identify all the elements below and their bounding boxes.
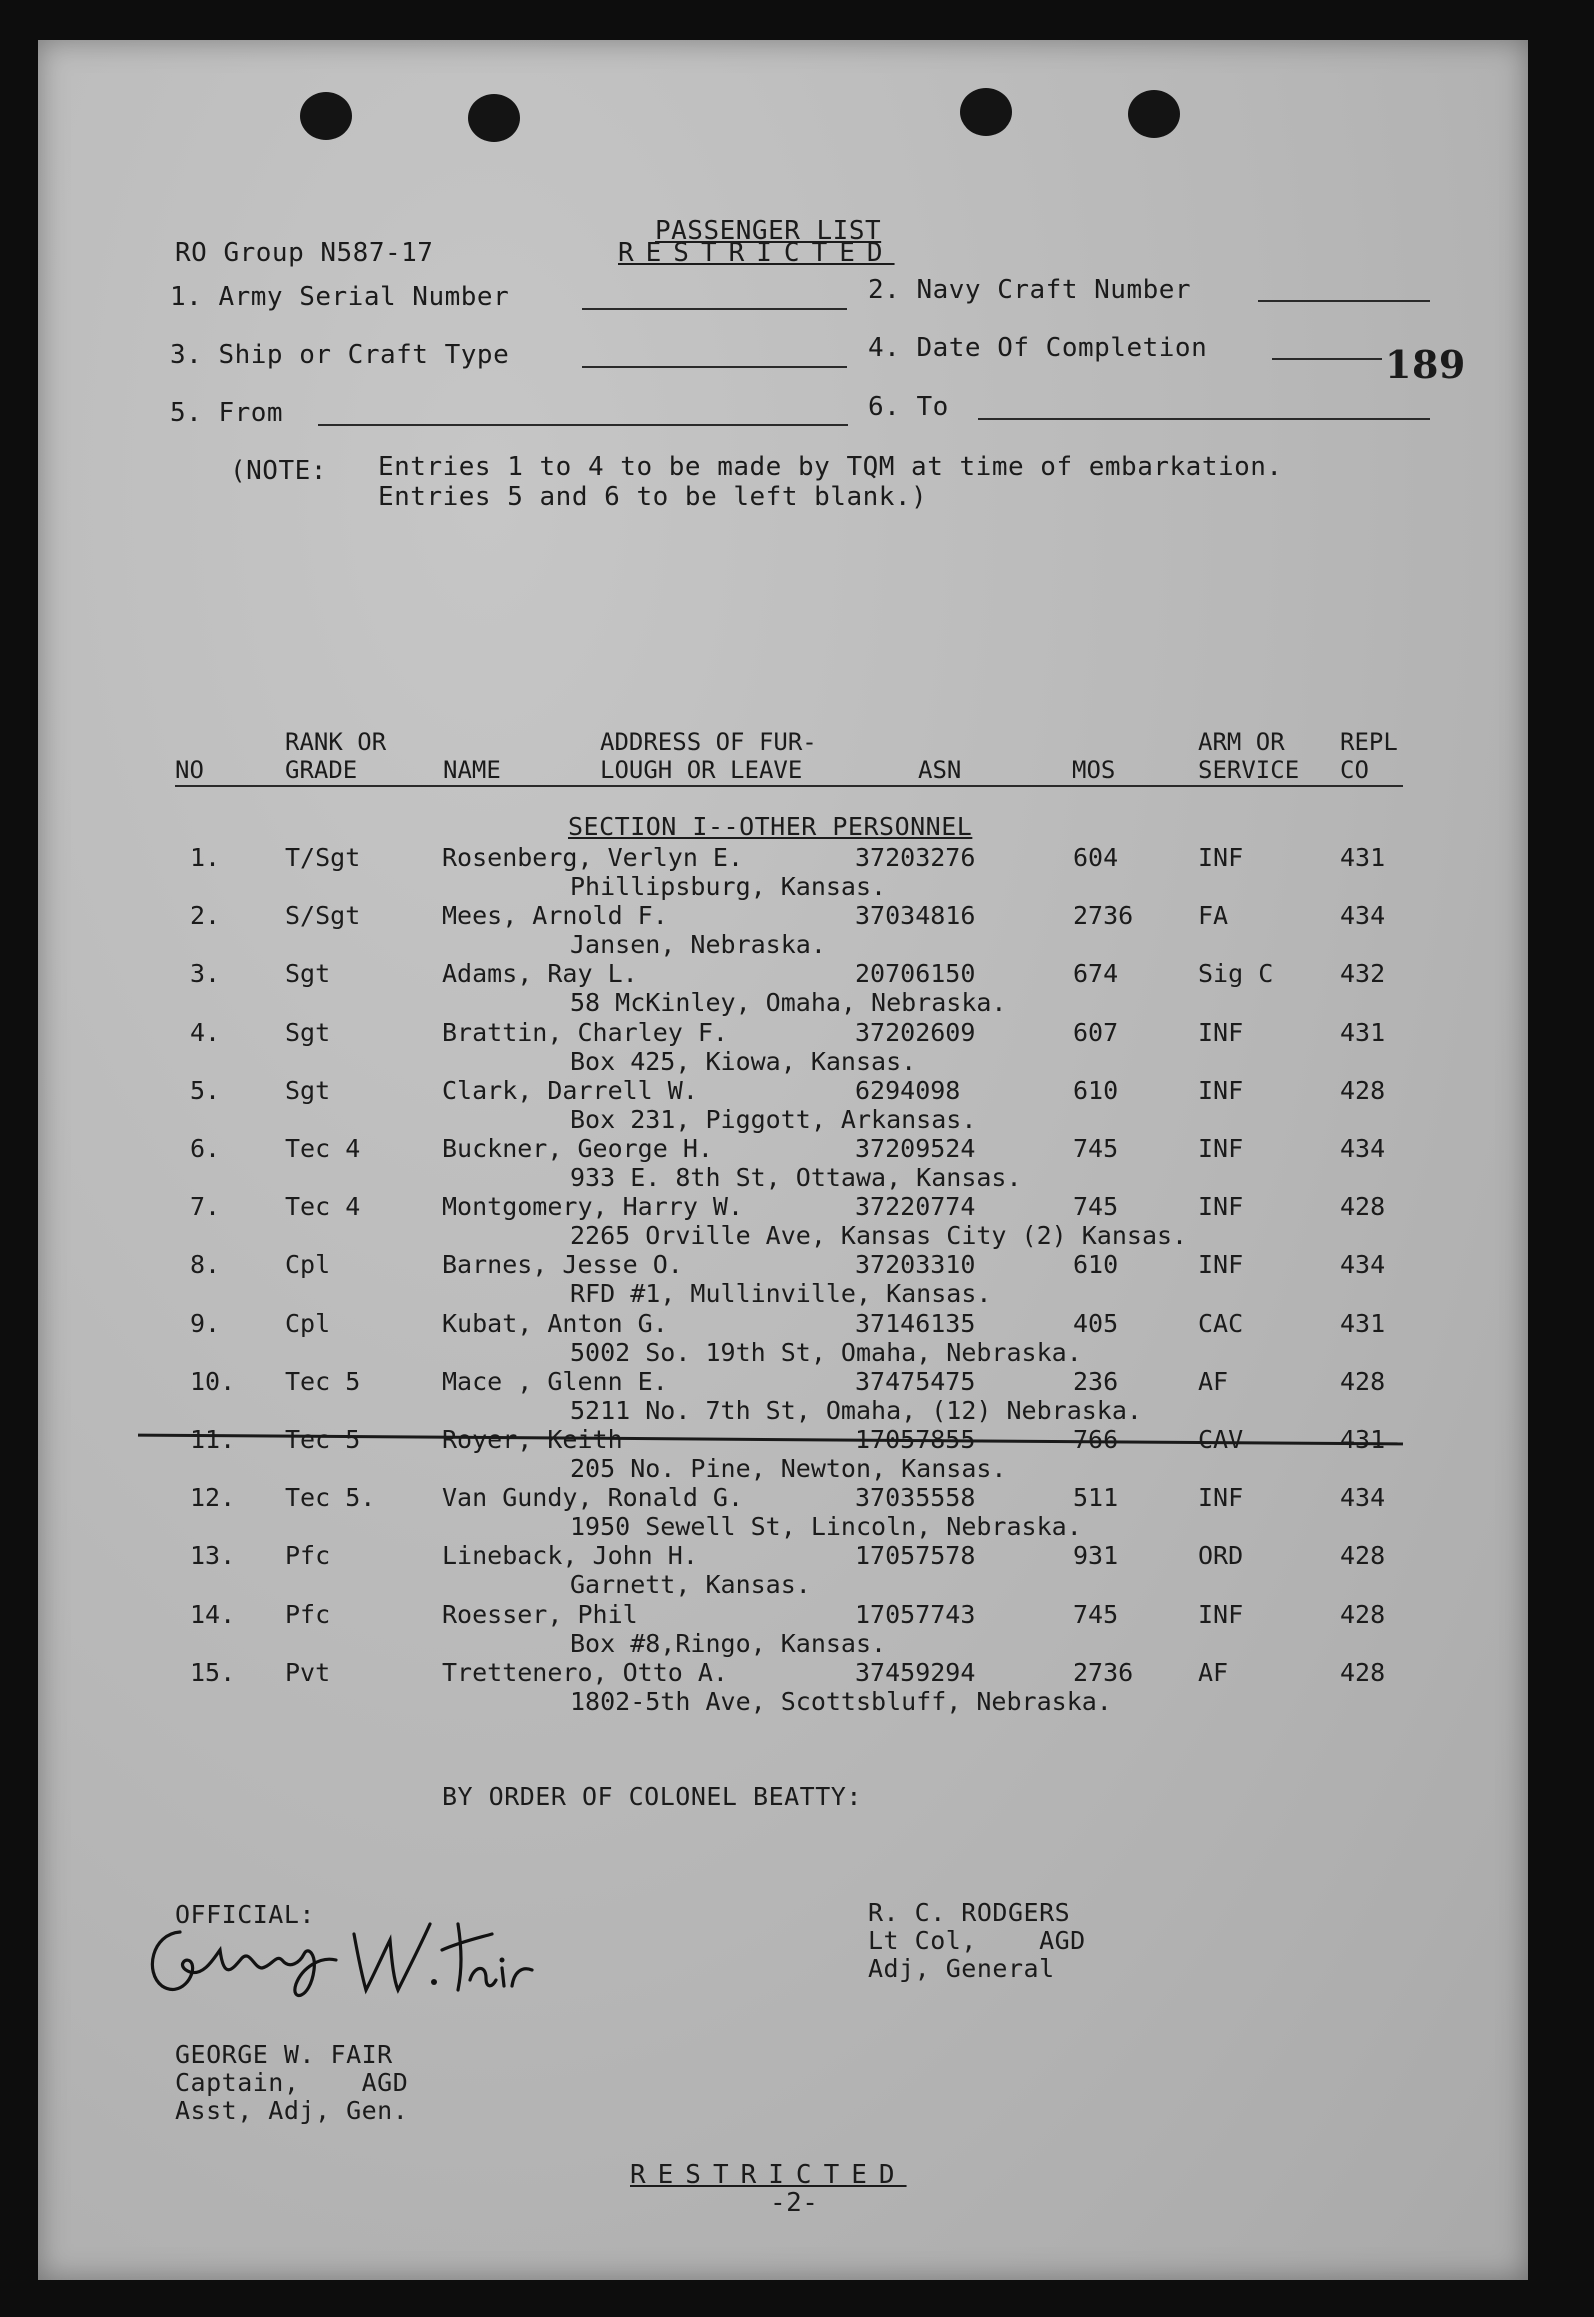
commander-title: Lt Col, AGD bbox=[868, 1926, 1086, 1955]
col-rank-1: RANK OR bbox=[285, 728, 387, 756]
group-number: RO Group N587-17 bbox=[175, 238, 434, 268]
cell-name: Montgomery, Harry W. bbox=[442, 1192, 744, 1222]
cell-mos: 2736 bbox=[1073, 901, 1134, 931]
table-row bbox=[0, 1134, 1594, 1192]
punch-hole bbox=[960, 88, 1012, 136]
note-line-1: Entries 1 to 4 to be made by TQM at time of embarkation. bbox=[378, 452, 1283, 482]
cell-address: 2265 Orville Ave, Kansas City (2) Kansas. bbox=[570, 1221, 1188, 1251]
cell-arm: CAC bbox=[1198, 1308, 1244, 1338]
cell-name: Adams, Ray L. bbox=[442, 959, 638, 989]
cell-mos: 745 bbox=[1073, 1599, 1119, 1629]
table-row bbox=[0, 1076, 1594, 1134]
cell-arm: AF bbox=[1198, 1366, 1229, 1396]
cell-address: 5002 So. 19th St, Omaha, Nebraska. bbox=[570, 1337, 1082, 1367]
table-row bbox=[0, 1425, 1594, 1483]
cell-asn: 20706150 bbox=[855, 959, 976, 989]
cell-asn: 17057855 bbox=[855, 1425, 976, 1454]
cell-mos: 610 bbox=[1073, 1250, 1119, 1280]
cell-no: 15. bbox=[190, 1657, 236, 1687]
field-completion-date-blank bbox=[1272, 358, 1382, 360]
by-order-line: BY ORDER OF COLONEL BEATTY: bbox=[442, 1782, 862, 1811]
field-navy-craft-blank bbox=[1258, 300, 1430, 302]
field-army-serial-label: 1. Army Serial Number bbox=[170, 282, 510, 312]
cell-repl: 431 bbox=[1340, 1308, 1386, 1338]
cell-rank: Tec 5 bbox=[285, 1366, 361, 1396]
cell-name: Mace , Glenn E. bbox=[442, 1366, 668, 1396]
col-address-1: ADDRESS OF FUR- bbox=[600, 728, 817, 756]
cell-name: Brattin, Charley F. bbox=[442, 1017, 728, 1047]
cell-address: Phillipsburg, Kansas. bbox=[570, 872, 887, 901]
header-rule bbox=[175, 785, 1403, 787]
field-to-blank bbox=[978, 418, 1430, 420]
cell-asn: 37034816 bbox=[855, 901, 976, 931]
document-title: PASSENGER LIST bbox=[655, 216, 882, 246]
classification-top: RESTRICTED bbox=[618, 238, 895, 268]
punch-hole bbox=[300, 92, 352, 140]
cell-no: 5. bbox=[190, 1075, 221, 1105]
cell-arm: ORD bbox=[1198, 1541, 1244, 1571]
cell-address: Box #8,Ringo, Kansas. bbox=[570, 1628, 887, 1658]
col-no: NO bbox=[175, 756, 204, 784]
cell-no: 8. bbox=[190, 1250, 221, 1280]
cell-name: Van Gundy, Ronald G. bbox=[442, 1483, 744, 1513]
cell-no: 6. bbox=[190, 1134, 221, 1163]
table-row bbox=[0, 1600, 1594, 1658]
cell-asn: 17057743 bbox=[855, 1599, 976, 1629]
note-prefix: (NOTE: bbox=[230, 456, 327, 486]
cell-arm: INF bbox=[1198, 1134, 1244, 1163]
section-title: SECTION I--OTHER PERSONNEL bbox=[568, 812, 973, 841]
cell-arm: INF bbox=[1198, 1250, 1244, 1280]
cell-rank: Pvt bbox=[285, 1657, 331, 1687]
cell-mos: 2736 bbox=[1073, 1657, 1134, 1687]
cell-repl: 432 bbox=[1340, 959, 1386, 989]
cell-arm: INF bbox=[1198, 843, 1244, 872]
cell-repl: 434 bbox=[1340, 1483, 1386, 1513]
cell-rank: Tec 5. bbox=[285, 1483, 376, 1513]
cell-name: Kubat, Anton G. bbox=[442, 1308, 668, 1338]
table-row bbox=[0, 901, 1594, 959]
cell-asn: 37035558 bbox=[855, 1483, 976, 1513]
cell-rank: Pfc bbox=[285, 1541, 331, 1571]
official-label: OFFICIAL: bbox=[175, 1900, 315, 1929]
cell-mos: 236 bbox=[1073, 1366, 1119, 1396]
cell-no: 1. bbox=[190, 843, 221, 872]
cell-rank: T/Sgt bbox=[285, 843, 361, 872]
cell-repl: 428 bbox=[1340, 1366, 1386, 1396]
cell-repl: 428 bbox=[1340, 1599, 1386, 1629]
cell-no: 2. bbox=[190, 901, 221, 931]
commander-name: R. C. RODGERS bbox=[868, 1898, 1071, 1927]
cell-name: Royer, Keith bbox=[442, 1425, 623, 1454]
col-arm-1: ARM OR bbox=[1198, 728, 1285, 756]
cell-repl: 431 bbox=[1340, 1017, 1386, 1047]
cell-repl: 431 bbox=[1340, 1425, 1386, 1454]
cell-no: 7. bbox=[190, 1192, 221, 1222]
field-to-label: 6. To bbox=[868, 392, 949, 422]
col-repl-1: REPL bbox=[1340, 728, 1398, 756]
table-row bbox=[0, 1192, 1594, 1250]
cell-repl: 434 bbox=[1340, 901, 1386, 931]
handwritten-signature bbox=[140, 1910, 540, 2010]
cell-mos: 745 bbox=[1073, 1192, 1119, 1222]
commander-role: Adj, General bbox=[868, 1954, 1055, 1983]
col-repl-2: CO bbox=[1340, 756, 1369, 784]
cell-repl: 428 bbox=[1340, 1657, 1386, 1687]
cell-name: Mees, Arnold F. bbox=[442, 901, 668, 931]
cell-address: 205 No. Pine, Newton, Kansas. bbox=[570, 1454, 1007, 1483]
page-stamp-number: 189 bbox=[1385, 342, 1466, 387]
col-arm-2: SERVICE bbox=[1198, 756, 1300, 784]
cell-name: Roesser, Phil bbox=[442, 1599, 638, 1629]
col-address-2: LOUGH OR LEAVE bbox=[600, 756, 803, 784]
field-navy-craft-label: 2. Navy Craft Number bbox=[868, 275, 1192, 305]
field-from-label: 5. From bbox=[170, 398, 284, 428]
official-name: GEORGE W. FAIR bbox=[175, 2040, 393, 2069]
field-from-blank bbox=[318, 424, 848, 426]
cell-address: Box 231, Piggott, Arkansas. bbox=[570, 1104, 977, 1134]
cell-mos: 405 bbox=[1073, 1308, 1119, 1338]
cell-rank: Tec 4 bbox=[285, 1192, 361, 1222]
cell-mos: 610 bbox=[1073, 1075, 1119, 1105]
cell-name: Rosenberg, Verlyn E. bbox=[442, 843, 744, 872]
cell-arm: CAV bbox=[1198, 1425, 1244, 1454]
official-role: Asst, Adj, Gen. bbox=[175, 2096, 409, 2125]
cell-asn: 37459294 bbox=[855, 1657, 976, 1687]
cell-rank: Tec 5 bbox=[285, 1425, 361, 1454]
cell-mos: 931 bbox=[1073, 1541, 1119, 1571]
official-title: Captain, AGD bbox=[175, 2068, 409, 2097]
page-number: -2- bbox=[770, 2188, 819, 2218]
field-ship-type-blank bbox=[582, 366, 847, 368]
cell-name: Buckner, George H. bbox=[442, 1134, 713, 1163]
cell-asn: 37146135 bbox=[855, 1308, 976, 1338]
cell-rank: Pfc bbox=[285, 1599, 331, 1629]
cell-mos: 674 bbox=[1073, 959, 1119, 989]
cell-asn: 37203310 bbox=[855, 1250, 976, 1280]
cell-mos: 604 bbox=[1073, 843, 1119, 872]
col-asn: ASN bbox=[918, 756, 962, 784]
cell-name: Trettenero, Otto A. bbox=[442, 1657, 728, 1687]
table-row bbox=[0, 959, 1594, 1017]
cell-address: RFD #1, Mullinville, Kansas. bbox=[570, 1279, 992, 1309]
cell-name: Barnes, Jesse O. bbox=[442, 1250, 683, 1280]
table-row bbox=[0, 1250, 1594, 1308]
cell-repl: 428 bbox=[1340, 1192, 1386, 1222]
cell-asn: 37202609 bbox=[855, 1017, 976, 1047]
cell-asn: 17057578 bbox=[855, 1541, 976, 1571]
cell-mos: 511 bbox=[1073, 1483, 1119, 1513]
note-line-2: Entries 5 and 6 to be left blank.) bbox=[378, 482, 928, 512]
cell-mos: 607 bbox=[1073, 1017, 1119, 1047]
punch-hole bbox=[468, 94, 520, 142]
cell-repl: 434 bbox=[1340, 1134, 1386, 1163]
col-rank-2: GRADE bbox=[285, 756, 358, 784]
cell-repl: 428 bbox=[1340, 1075, 1386, 1105]
col-name: NAME bbox=[443, 756, 501, 784]
cell-arm: INF bbox=[1198, 1192, 1244, 1222]
classification-footer: RESTRICTED bbox=[630, 2160, 907, 2190]
cell-rank: Sgt bbox=[285, 1017, 331, 1047]
cell-address: Box 425, Kiowa, Kansas. bbox=[570, 1046, 917, 1076]
punch-hole bbox=[1128, 90, 1180, 138]
cell-rank: Sgt bbox=[285, 959, 331, 989]
cell-rank: Sgt bbox=[285, 1075, 331, 1105]
cell-asn: 37475475 bbox=[855, 1366, 976, 1396]
cell-no: 12. bbox=[190, 1483, 236, 1513]
table-row bbox=[0, 1541, 1594, 1599]
cell-address: 5211 No. 7th St, Omaha, (12) Nebraska. bbox=[570, 1395, 1142, 1425]
cell-name: Lineback, John H. bbox=[442, 1541, 698, 1571]
cell-name: Clark, Darrell W. bbox=[442, 1075, 698, 1105]
cell-address: 1950 Sewell St, Lincoln, Nebraska. bbox=[570, 1512, 1082, 1542]
cell-arm: FA bbox=[1198, 901, 1229, 931]
table-row bbox=[0, 1018, 1594, 1076]
table-row bbox=[0, 1309, 1594, 1367]
cell-asn: 37209524 bbox=[855, 1134, 976, 1163]
cell-arm: INF bbox=[1198, 1075, 1244, 1105]
cell-arm: INF bbox=[1198, 1017, 1244, 1047]
cell-address: Garnett, Kansas. bbox=[570, 1570, 811, 1600]
cell-repl: 431 bbox=[1340, 843, 1386, 872]
cell-arm: INF bbox=[1198, 1599, 1244, 1629]
field-completion-date-label: 4. Date Of Completion bbox=[868, 333, 1208, 363]
cell-address: 1802-5th Ave, Scottsbluff, Nebraska. bbox=[570, 1686, 1112, 1716]
cell-no: 3. bbox=[190, 959, 221, 989]
cell-no: 14. bbox=[190, 1599, 236, 1629]
col-mos: MOS bbox=[1072, 756, 1116, 784]
table-row bbox=[0, 1658, 1594, 1716]
cell-asn: 37220774 bbox=[855, 1192, 976, 1222]
cell-no: 4. bbox=[190, 1017, 221, 1047]
cell-address: 933 E. 8th St, Ottawa, Kansas. bbox=[570, 1163, 1022, 1192]
cell-no: 9. bbox=[190, 1308, 221, 1338]
cell-arm: INF bbox=[1198, 1483, 1244, 1513]
cell-no: 10. bbox=[190, 1366, 236, 1396]
table-row bbox=[0, 1367, 1594, 1425]
cell-rank: Cpl bbox=[285, 1308, 331, 1338]
field-ship-type-label: 3. Ship or Craft Type bbox=[170, 340, 510, 370]
cell-arm: AF bbox=[1198, 1657, 1229, 1687]
table-row bbox=[0, 1483, 1594, 1541]
table-row bbox=[0, 843, 1594, 901]
cell-repl: 434 bbox=[1340, 1250, 1386, 1280]
cell-arm: Sig C bbox=[1198, 959, 1274, 989]
cell-repl: 428 bbox=[1340, 1541, 1386, 1571]
cell-rank: S/Sgt bbox=[285, 901, 361, 931]
cell-rank: Cpl bbox=[285, 1250, 331, 1280]
cell-no: 11. bbox=[190, 1425, 236, 1454]
cell-asn: 37203276 bbox=[855, 843, 976, 872]
cell-mos: 766 bbox=[1073, 1425, 1119, 1454]
field-army-serial-blank bbox=[582, 308, 847, 310]
cell-rank: Tec 4 bbox=[285, 1134, 361, 1163]
cell-asn: 6294098 bbox=[855, 1075, 961, 1105]
cell-address: Jansen, Nebraska. bbox=[570, 930, 826, 960]
cell-no: 13. bbox=[190, 1541, 236, 1571]
cell-mos: 745 bbox=[1073, 1134, 1119, 1163]
cell-address: 58 McKinley, Omaha, Nebraska. bbox=[570, 988, 1007, 1018]
